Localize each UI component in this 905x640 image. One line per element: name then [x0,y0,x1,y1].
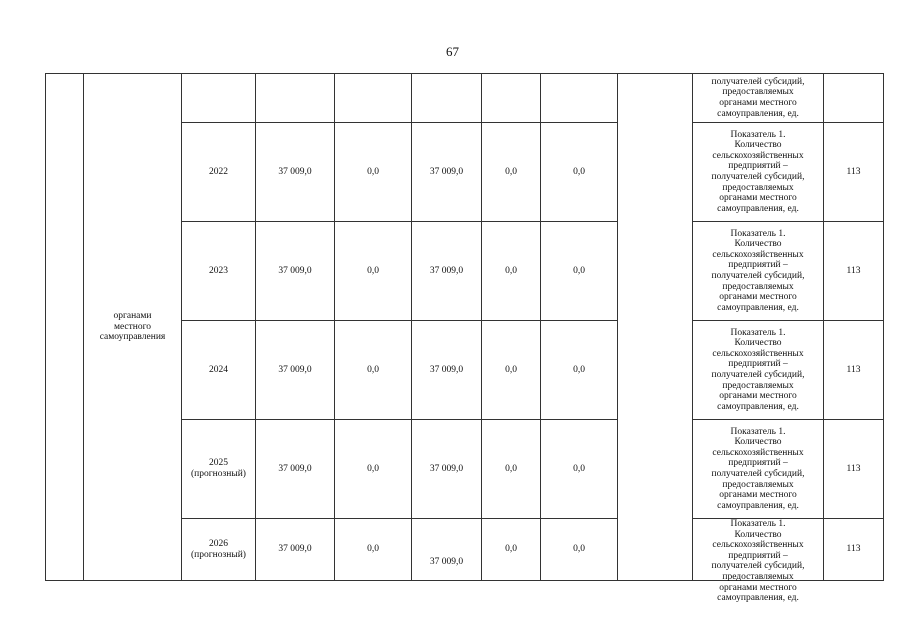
indicator-value-text: 113 [846,265,861,276]
regional-cell [412,321,482,420]
total-text: 37 009,0 [278,364,312,375]
executor-cell [84,74,182,581]
regional-cell [412,123,482,222]
regional-text: 37 009,0 [429,265,464,276]
year-text: 2025 (прогнозный) [191,458,246,479]
year-text: 2026 (прогнозный) [191,538,246,560]
federal-text: 0,0 [367,544,379,555]
indicator-text: Показатель 1. Количество сельскохозяйственных предприятий – получателей субсидий, предоставляемых органами местного самоуправления, ед. [711,129,805,214]
federal-text: 0,0 [367,265,379,276]
regional-text: 37 009,0 [429,364,464,375]
total-cell [256,74,335,123]
other-cell [541,74,618,123]
indicator-value-cell [824,321,884,420]
total-cell [256,123,335,222]
regional-text: 37 009,0 [429,557,464,568]
federal-cell [335,519,412,581]
federal-cell [335,74,412,123]
indicator-value-cell [824,420,884,519]
total-cell [256,222,335,321]
indicator-value-text: 113 [846,364,861,375]
other-text: 0,0 [573,265,585,276]
indicator-text: Показатель 1. Количество сельскохозяйственных предприятий – получателей субсидий, предоставляемых органами местного самоуправления, ед. [711,228,805,313]
other-text: 0,0 [573,364,585,375]
indicator-cell [693,74,824,123]
regional-cell [412,519,482,581]
indicator-cell [693,222,824,321]
other-cell [541,222,618,321]
federal-cell [335,420,412,519]
other-cell [541,321,618,420]
year-text: 2022 [209,166,228,177]
local-text: 0,0 [505,463,517,474]
total-text: 37 009,0 [278,166,312,177]
other-text: 0,0 [573,544,585,555]
local-text: 0,0 [505,265,517,276]
indicator-value-text: 113 [846,544,861,555]
indicator-text: получателей субсидий, предоставляемых органами местного самоуправления, ед. [711,76,805,119]
local-text: 0,0 [505,544,517,555]
other-cell [541,123,618,222]
other-cell [541,519,618,581]
local-cell [482,420,541,519]
indicator-value-text: 113 [846,463,861,474]
other-cell [541,420,618,519]
local-text: 0,0 [505,166,517,177]
regional-cell [412,222,482,321]
total-cell [256,519,335,581]
local-cell [482,123,541,222]
federal-text: 0,0 [367,364,379,375]
table-row [46,74,884,123]
local-cell [482,519,541,581]
program-table [45,73,884,604]
local-cell [482,74,541,123]
other-text: 0,0 [573,463,585,474]
indicator-value-text: 113 [846,166,861,177]
year-text: 2023 [209,265,228,276]
regional-text: 37 009,0 [429,463,464,474]
local-cell [482,321,541,420]
regional-cell [412,74,482,123]
local-cell [482,222,541,321]
total-text: 37 009,0 [278,265,312,276]
indicator-value-cell [824,123,884,222]
indicator-value-cell [824,74,884,123]
year-cell [182,74,256,123]
indicator-value-cell [824,222,884,321]
indicator-text: Показатель 1. Количество сельскохозяйственных предприятий – получателей субсидий, предоставляемых органами местного самоуправления, ед. [711,519,805,604]
indicator-cell [693,123,824,222]
year-cell [182,321,256,420]
result-cell [618,74,693,581]
federal-text: 0,0 [367,166,379,177]
year-cell [182,519,256,581]
indicator-value-cell [824,519,884,581]
year-cell [182,420,256,519]
other-text: 0,0 [573,166,585,177]
regional-cell [412,420,482,519]
indicator-text: Показатель 1. Количество сельскохозяйственных предприятий – получателей субсидий, предоставляемых органами местного самоуправления, ед. [711,327,805,412]
regional-text: 37 009,0 [429,166,464,177]
total-text: 37 009,0 [278,544,312,555]
page-number: 67 [446,44,459,59]
year-cell [182,222,256,321]
indicator-cell [693,519,824,604]
federal-cell [335,321,412,420]
federal-text: 0,0 [367,463,379,474]
total-cell [256,420,335,519]
indicator-cell [693,420,824,519]
total-cell [256,321,335,420]
indicator-text: Показатель 1. Количество сельскохозяйственных предприятий – получателей субсидий, предоставляемых органами местного самоуправления, ед. [711,426,805,511]
federal-cell [335,123,412,222]
number-cell [46,74,84,581]
federal-cell [335,222,412,321]
indicator-cell [693,321,824,420]
year-text: 2024 [209,364,228,375]
executor-text: органами местного самоуправления [99,311,166,343]
total-text: 37 009,0 [278,463,312,474]
year-cell [182,123,256,222]
local-text: 0,0 [505,364,517,375]
